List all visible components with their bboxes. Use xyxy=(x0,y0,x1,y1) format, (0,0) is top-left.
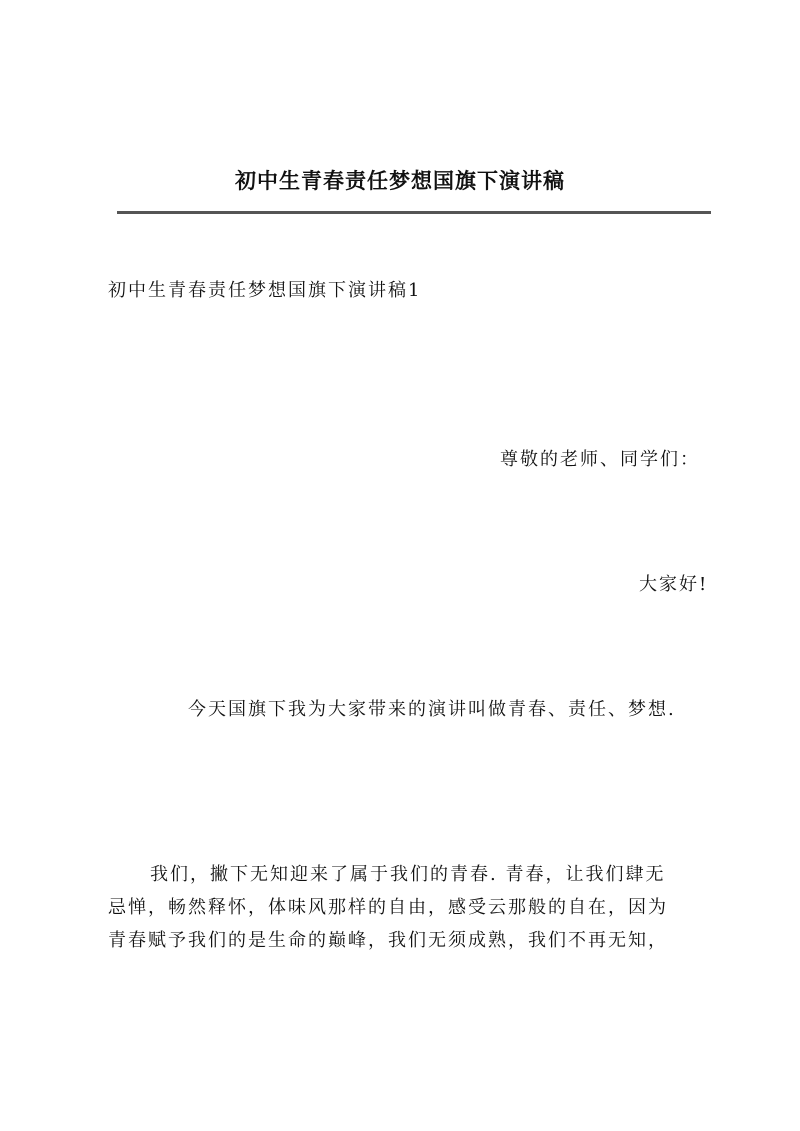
salutation-line: 尊敬的老师、同学们： xyxy=(500,449,700,470)
document-title: 初中生青春责任梦想国旗下演讲稿 xyxy=(235,168,565,193)
greeting-line: 大家好! xyxy=(639,574,709,595)
section-heading: 初中生青春责任梦想国旗下演讲稿1 xyxy=(108,280,422,301)
body-paragraph xyxy=(108,858,712,957)
body-line: 我们，撇下无知迎来了属于我们的青春. 青春，让我们肆无 xyxy=(150,864,666,885)
title-divider xyxy=(117,211,711,214)
body-line: 青春赋予我们的是生命的巅峰，我们无须成熟，我们不再无知， xyxy=(108,930,668,951)
intro-paragraph: 今天国旗下我为大家带来的演讲叫做青春、责任、梦想. xyxy=(188,699,676,720)
body-line: 忌惮，畅然释怀，体味风那样的自由，感受云那般的自在，因为 xyxy=(108,897,668,918)
